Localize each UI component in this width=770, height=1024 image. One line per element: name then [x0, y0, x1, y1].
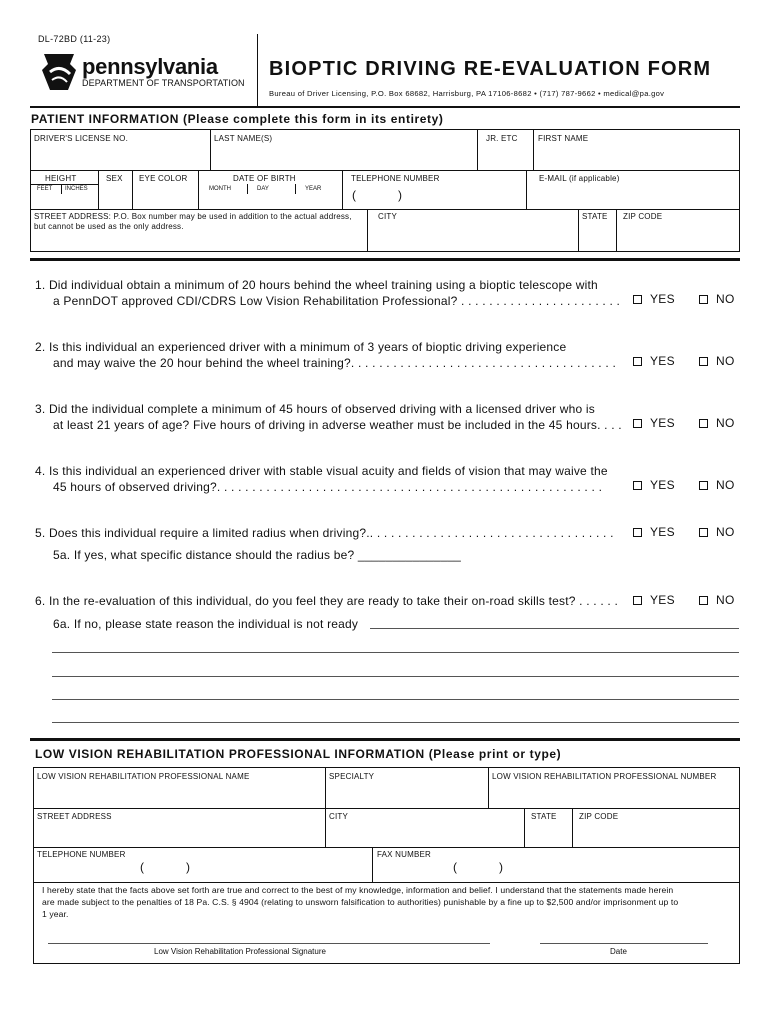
checkbox-icon[interactable]: [699, 419, 708, 428]
jr-etc-label: JR. ETC: [486, 134, 518, 143]
checkbox-icon[interactable]: [633, 528, 642, 537]
lvrp-rule: [30, 738, 740, 741]
lvrp-name-label: LOW VISION REHABILITATION PROFESSIONAL NAME: [37, 772, 250, 781]
last-name-label: LAST NAME(S): [214, 134, 273, 143]
eye-color-label: EYE COLOR: [139, 174, 188, 183]
zip-field[interactable]: [617, 210, 739, 251]
question-2: [35, 339, 616, 371]
q5-yes-label: YES: [650, 525, 675, 539]
question-5: [35, 525, 614, 563]
patient-heading: PATIENT INFORMATION (Please complete this form in its entirety): [31, 112, 444, 126]
lvrp-city-field[interactable]: [326, 809, 525, 847]
telephone-field[interactable]: [343, 171, 527, 209]
header-divider: [257, 34, 258, 106]
contact-line: Bureau of Driver Licensing, P.O. Box 68682, Harrisburg, PA 17106-8682 • (717) 787-9662 • medical@pa.gov: [269, 89, 665, 98]
q4-yes-label: YES: [650, 478, 675, 492]
street-address-field[interactable]: [31, 210, 368, 251]
question-2-line2: and may waive the 20 hour behind the wheel training?. . . . . . . . . . . . . . . . . . . . . . . . . . . . . . . . . . . . . .: [53, 356, 616, 370]
lvrp-street-field[interactable]: [34, 809, 326, 847]
q2-yes-label: YES: [650, 354, 675, 368]
sex-field[interactable]: [99, 171, 133, 209]
lvrp-telephone-field[interactable]: [34, 848, 373, 882]
checkbox-icon[interactable]: [699, 481, 708, 490]
question-3-line1: 3. Did the individual complete a minimum of 45 hours of observed driving with a licensed driver who is: [35, 402, 595, 416]
q6-yes-label: YES: [650, 593, 675, 607]
first-name-field[interactable]: [534, 130, 741, 170]
sex-label: SEX: [106, 174, 123, 183]
dob-day-label: DAY: [257, 186, 269, 192]
lvrp-grid: [33, 767, 740, 964]
height-sub-divider: [61, 184, 62, 194]
q4-yes-option[interactable]: [633, 478, 675, 492]
dob-month-label: MONTH: [209, 186, 231, 192]
checkbox-icon[interactable]: [699, 528, 708, 537]
question-6a: 6a. If no, please state reason the individual is not ready: [53, 617, 359, 631]
checkbox-icon[interactable]: [699, 295, 708, 304]
feet-label: FEET: [37, 186, 53, 192]
lvrp-fax-paren-open: (: [453, 860, 458, 874]
q3-no-option[interactable]: [699, 416, 735, 430]
q1-no-label: NO: [716, 292, 735, 306]
q6-yes-option[interactable]: [633, 593, 675, 607]
lvrp-number-field[interactable]: [489, 768, 739, 808]
q5-no-option[interactable]: [699, 525, 735, 539]
specialty-label: SPECIALTY: [329, 772, 375, 781]
phone-paren-open: (: [352, 188, 357, 202]
specialty-field[interactable]: [326, 768, 489, 808]
lvrp-street-label: STREET ADDRESS: [37, 812, 112, 821]
q5-no-label: NO: [716, 525, 735, 539]
height-label: HEIGHT: [45, 174, 77, 183]
lvrp-fax-label: FAX NUMBER: [377, 850, 432, 859]
checkbox-icon[interactable]: [699, 357, 708, 366]
zip-label: ZIP CODE: [623, 212, 663, 221]
question-4-line2: 45 hours of observed driving?. . . . . . . . . . . . . . . . . . . . . . . . . . . . . . . . . . . . . . . . . . . . . . . . . . . . . . .: [53, 480, 603, 494]
signature-label: Low Vision Rehabilitation Professional Signature: [154, 947, 326, 956]
dob-field[interactable]: [199, 171, 343, 209]
lvrp-number-label: LOW VISION REHABILITATION PROFESSIONAL NUMBER: [492, 772, 717, 781]
q4-no-option[interactable]: [699, 478, 735, 492]
last-name-field[interactable]: [211, 130, 478, 170]
section-rule: [30, 258, 740, 261]
keystone-logo: [40, 52, 78, 92]
patient-grid: [30, 129, 740, 252]
checkbox-icon[interactable]: [699, 596, 708, 605]
reason-line-0[interactable]: [370, 628, 739, 629]
q1-no-option[interactable]: [699, 292, 735, 306]
drivers-license-field[interactable]: [31, 130, 211, 170]
date-label: Date: [610, 947, 627, 956]
city-label: CITY: [378, 212, 398, 221]
dob-year-label: YEAR: [305, 186, 322, 192]
certification-statement: I hereby state that the facts above set forth are true and correct to the best of my knowledge, information and belief. I understand that the statements made herein are made subject to the penalties of 18 Pa. C.S. § 4904 (relating to unsworn falsification to authorities) punishable by a fine up to $2,500 and/or imprisonment up to 1 year.: [42, 885, 679, 919]
question-5-line1: 5. Does this individual require a limited radius when driving?.. . . . . . . . . . . . . . . . . . . . . . . . . . . . . . . . . . .: [35, 526, 614, 540]
lvrp-zip-label: ZIP CODE: [579, 812, 619, 821]
question-4: [35, 463, 608, 495]
lvrp-telephone-label: TELEPHONE NUMBER: [37, 850, 126, 859]
lvrp-fax-field[interactable]: [373, 848, 739, 882]
lvrp-name-field[interactable]: [34, 768, 326, 808]
q4-no-label: NO: [716, 478, 735, 492]
lvrp-state-field[interactable]: [525, 809, 573, 847]
lvrp-city-label: CITY: [329, 812, 349, 821]
jr-etc-field[interactable]: [478, 130, 534, 170]
lvrp-state-label: STATE: [531, 812, 557, 821]
height-field[interactable]: [31, 171, 99, 209]
question-2-line1: 2. Is this individual an experienced driver with a minimum of 3 years of bioptic driving experience: [35, 340, 567, 354]
question-4-line1: 4. Is this individual an experienced driver with stable visual acuity and fields of vision that may waive the: [35, 464, 608, 478]
email-field[interactable]: [527, 171, 741, 209]
street-address-label: STREET ADDRESS: P.O. Box number may be used in addition to the actual address, but cannot be used as the only address.: [34, 212, 352, 231]
lvrp-phone-paren-close: ): [186, 860, 191, 874]
email-label: E-MAIL (if applicable): [539, 174, 620, 183]
top-rule: [30, 106, 740, 108]
drivers-license-label: DRIVER'S LICENSE NO.: [34, 134, 128, 143]
question-1: [35, 277, 620, 309]
height-divider: [31, 184, 98, 185]
inches-label: INCHES: [65, 186, 88, 192]
telephone-label: TELEPHONE NUMBER: [351, 174, 440, 183]
eye-color-field[interactable]: [133, 171, 199, 209]
checkbox-icon[interactable]: [633, 357, 642, 366]
org-name: pennsylvania: [82, 54, 218, 79]
form-title: BIOPTIC DRIVING RE-EVALUATION FORM: [269, 58, 712, 80]
q1-yes-option[interactable]: [633, 292, 675, 306]
city-field[interactable]: [368, 210, 579, 251]
checkbox-icon[interactable]: [633, 295, 642, 304]
org-department: DEPARTMENT OF TRANSPORTATION: [82, 78, 245, 88]
signature-line[interactable]: [48, 943, 490, 944]
checkbox-icon[interactable]: [633, 596, 642, 605]
checkbox-icon[interactable]: [633, 419, 642, 428]
q2-yes-option[interactable]: [633, 354, 675, 368]
lvrp-fax-paren-close: ): [499, 860, 504, 874]
question-5a[interactable]: 5a. If yes, what specific distance should the radius be? _______________: [53, 548, 462, 562]
q3-yes-label: YES: [650, 416, 675, 430]
dob-divider-1: [247, 184, 248, 194]
checkbox-icon[interactable]: [633, 481, 642, 490]
q6-no-label: NO: [716, 593, 735, 607]
form-id: DL-72BD (11-23): [38, 34, 111, 44]
reason-line-1[interactable]: [52, 652, 739, 653]
date-line[interactable]: [540, 943, 708, 944]
phone-paren-close: ): [398, 188, 403, 202]
question-6-line1: 6. In the re-evaluation of this individual, do you feel they are ready to take their on-road skills test? . . . . . .: [35, 594, 619, 608]
q1-yes-label: YES: [650, 292, 675, 306]
dob-label: DATE OF BIRTH: [233, 174, 296, 183]
dob-divider-2: [295, 184, 296, 194]
reason-line-4[interactable]: [52, 722, 739, 723]
lvrp-zip-field[interactable]: [573, 809, 739, 847]
reason-line-2[interactable]: [52, 676, 739, 677]
q3-yes-option[interactable]: [633, 416, 675, 430]
lvrp-row-divider-3: [34, 882, 739, 883]
q2-no-option[interactable]: [699, 354, 735, 368]
question-6: [35, 593, 618, 632]
reason-line-3[interactable]: [52, 699, 739, 700]
lvrp-phone-paren-open: (: [140, 860, 145, 874]
state-field[interactable]: [579, 210, 617, 251]
question-3-line2: at least 21 years of age? Five hours of driving in adverse weather must be included in the 45 hours. . . .: [53, 418, 622, 432]
lvrp-heading: LOW VISION REHABILITATION PROFESSIONAL INFORMATION (Please print or type): [35, 747, 562, 761]
q2-no-label: NO: [716, 354, 735, 368]
question-3: [35, 401, 622, 433]
state-label: STATE: [582, 212, 608, 221]
q5-yes-option[interactable]: [633, 525, 675, 539]
q3-no-label: NO: [716, 416, 735, 430]
q6-no-option[interactable]: [699, 593, 735, 607]
question-1-line1: 1. Did individual obtain a minimum of 20 hours behind the wheel training using a bioptic telescope with: [35, 278, 598, 292]
first-name-label: FIRST NAME: [538, 134, 589, 143]
question-1-line2: a PennDOT approved CDI/CDRS Low Vision Rehabilitation Professional? . . . . . . . . . . . . . . . . . . . . . . .: [53, 294, 621, 308]
